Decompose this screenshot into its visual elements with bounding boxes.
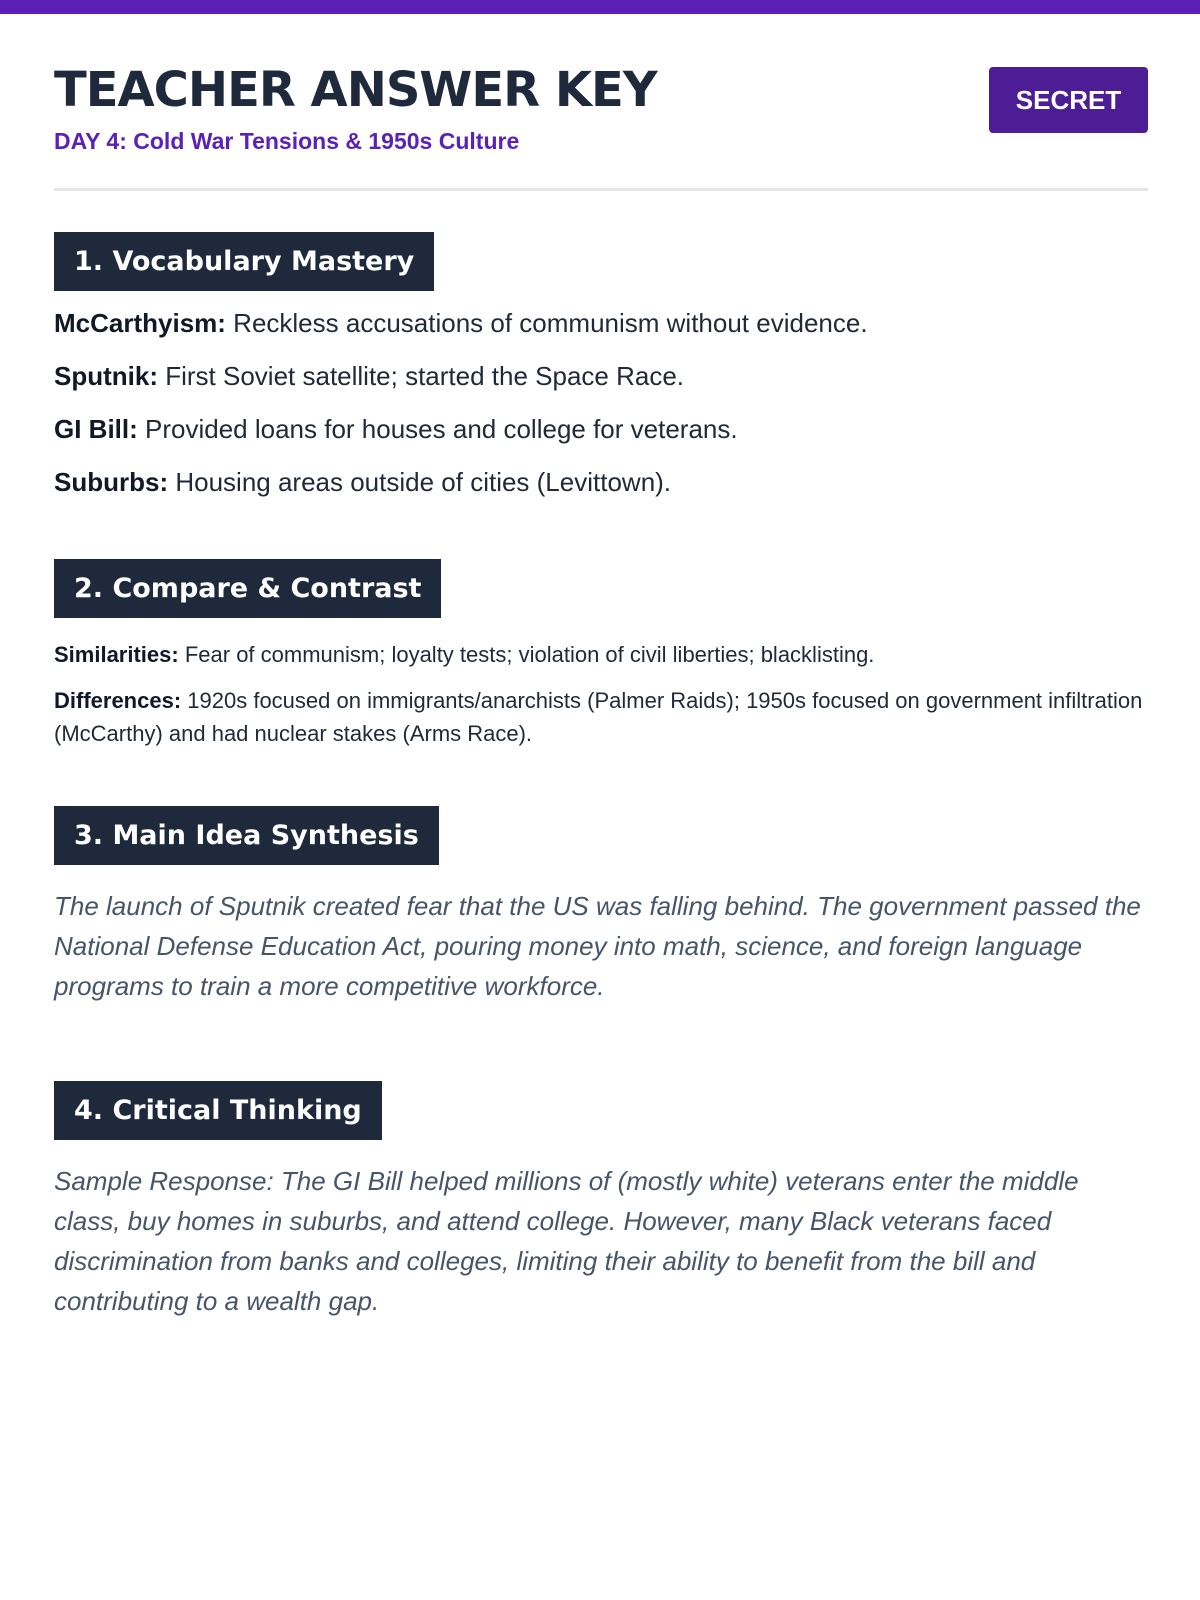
main-idea-answer: The launch of Sputnik created fear that the US was falling behind. The government passed the National Defense Education Act, pouring money into math, science, and foreign language programs to train a more competitive workforce. — [54, 891, 1141, 1001]
secret-badge: SECRET — [989, 67, 1148, 133]
vocab-item — [54, 466, 1148, 498]
page-title: TEACHER ANSWER KEY — [54, 62, 657, 118]
differences-label: Differences: — [54, 688, 182, 713]
vocab-definition: Housing areas outside of cities (Levittown). — [175, 467, 672, 497]
differences-text — [54, 684, 1148, 750]
compare-content — [54, 638, 1148, 750]
section-compare-contrast — [54, 519, 1148, 750]
critical-thinking-answer: Sample Response: The GI Bill helped millions of (mostly white) veterans enter the middle class, buy homes in suburbs, and attend college. However, many Black veterans faced discrimination from banks and colleges, limiting their ability to benefit from the bill and contributing to a wealth gap. — [54, 1166, 1079, 1316]
similarities-label: Similarities: — [54, 642, 179, 667]
section-critical-thinking — [54, 1032, 1148, 1321]
section-heading-main-idea: 3. Main Idea Synthesis — [54, 806, 439, 865]
page-subtitle: DAY 4: Cold War Tensions & 1950s Culture — [54, 128, 520, 154]
vocab-item — [54, 413, 1148, 445]
vocab-definition: First Soviet satellite; started the Space Race. — [165, 361, 685, 391]
section-heading-compare: 2. Compare & Contrast — [54, 559, 441, 618]
section-heading-vocabulary: 1. Vocabulary Mastery — [54, 232, 434, 291]
section-vocabulary — [54, 191, 1148, 498]
differences-body: 1920s focused on immigrants/anarchists (Palmer Raids); 1950s focused on government infiltration (McCarthy) and had nuclear stakes (Arms Race). — [54, 688, 1143, 746]
section-main-idea — [54, 763, 1148, 1006]
vocab-term: McCarthyism: — [54, 308, 226, 338]
vocab-term: Suburbs: — [54, 467, 169, 497]
similarities-body: Fear of communism; loyalty tests; violation of civil liberties; blacklisting. — [184, 642, 875, 667]
vocab-term: Sputnik: — [54, 361, 158, 391]
similarities-text — [54, 638, 1148, 671]
answer-key-page — [54, 14, 1148, 1347]
vocab-term: GI Bill: — [54, 414, 138, 444]
page-header — [54, 14, 1148, 191]
vocab-definition: Provided loans for houses and college for veterans. — [145, 414, 738, 444]
vocab-definition: Reckless accusations of communism without evidence. — [233, 308, 868, 338]
section-heading-critical-thinking: 4. Critical Thinking — [54, 1081, 382, 1140]
vocabulary-list — [54, 307, 1148, 498]
vocab-item — [54, 360, 1148, 392]
vocab-item — [54, 307, 1148, 339]
top-accent-bar — [0, 0, 1200, 14]
